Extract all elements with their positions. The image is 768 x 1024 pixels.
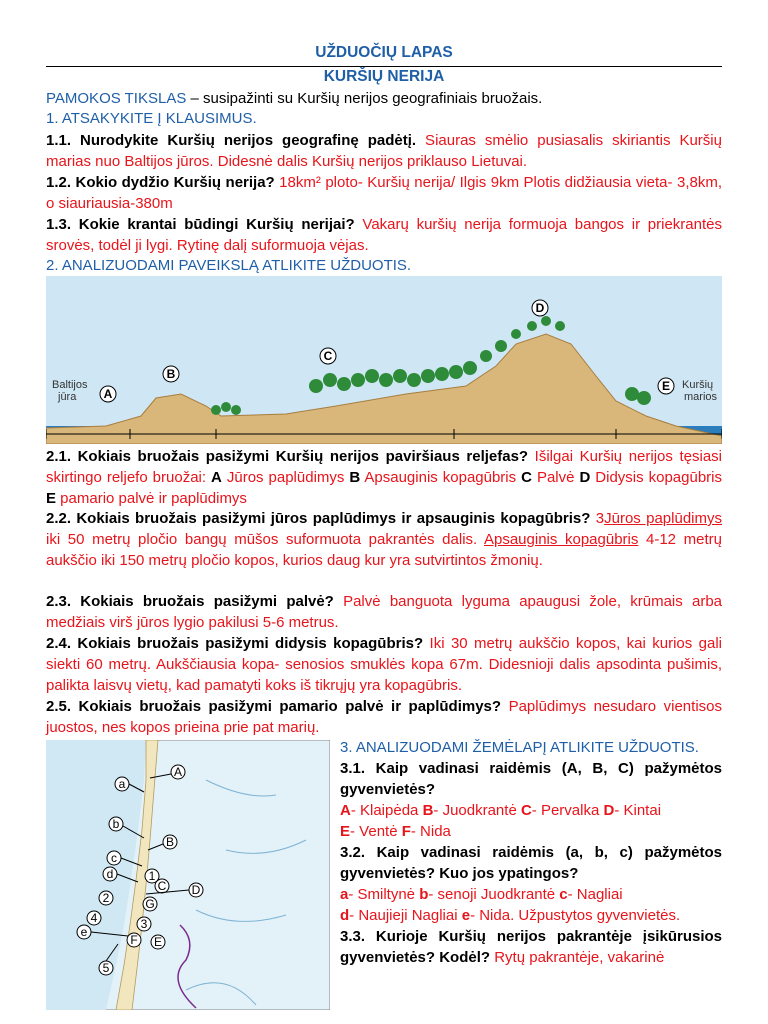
map-label: B xyxy=(165,835,175,849)
question-text: 3.3. Kurioje Kuršių nerijos pakrantėje įsikūrusios gyvenvietės? Kodėl? xyxy=(340,928,722,966)
map-label: D xyxy=(191,883,201,897)
question-text: 2.5. Kokiais bruožais pasižymi pamario palvė ir paplūdimys? xyxy=(46,698,502,715)
map-label: b xyxy=(112,817,120,831)
answer-text: - Smiltynė xyxy=(348,886,420,903)
answer-letter: B xyxy=(422,802,434,819)
figure-letter: D xyxy=(535,301,545,315)
answer-letter: E xyxy=(340,823,351,840)
question-text: 1.1. Nurodykite Kuršių nerijos geografinę padėtį. xyxy=(46,132,417,149)
right-label-1: Kuršių xyxy=(682,379,714,391)
answer-text: Išilgai Kuršių nerijos tęsiasi skirtingo reljefo bruožai: xyxy=(46,448,722,486)
answer-term: Apsauginis kopagūbris xyxy=(483,531,639,548)
left-label-1: Baltijos xyxy=(52,379,88,391)
answer-text: Palvė xyxy=(531,469,580,486)
answer-letter: d xyxy=(340,907,350,924)
answer-text: - Nida. Užpustytos gyvenvietės. xyxy=(470,907,681,924)
question-text: 2.3. Kokiais bruožais pasižymi palvė? xyxy=(46,593,334,610)
answer-letter: E xyxy=(46,490,57,507)
answer-letter: B xyxy=(349,469,361,486)
question-text: 1.2. Kokio dydžio Kuršių nerija? xyxy=(46,174,275,191)
left-label-2: jūra xyxy=(58,391,77,403)
map-label: 5 xyxy=(102,961,110,975)
question-text: 3.1. Kaip vadinasi raidėmis (A, B, C) pažymėtos gyvenvietės? xyxy=(340,760,722,798)
figure-letter: E xyxy=(661,379,671,393)
q-3-2 xyxy=(340,842,722,926)
section-1-heading: 1. ATSAKYKITE Į KLAUSIMUS. xyxy=(46,110,257,127)
worksheet-title: UŽDUOČIŲ LAPAS xyxy=(315,44,453,61)
map-label: a xyxy=(118,777,126,791)
map-label: d xyxy=(106,867,114,881)
answer-text: 4-12 metrų aukščio iki 150 metrų pločio kopos, kurios daug kur yra sutvirtintos žmonių. xyxy=(46,531,722,569)
answer-text: Siauras smėlio pusiasalis skiriantis Kuršių marias nuo Baltijos jūros. Didesnė dalis Kuršių nerijos priklauso Lietuvai. xyxy=(46,132,722,170)
answer-text: Vakarų kuršių nerija formuoja bangos ir priekrantės srovės, todėl ji lygi. Rytinę dalį suformuoja vėjas. xyxy=(46,216,722,254)
answer-text: pamario palvė ir paplūdimys xyxy=(56,490,247,507)
map-label: G xyxy=(145,897,155,911)
section-3-heading: 3. ANALIZUODAMI ŽEMĖLAPĮ ATLIKITE UŽDUOTIS. xyxy=(340,739,699,756)
answer-text: Jūros paplūdimys xyxy=(221,469,350,486)
answer-letter: e xyxy=(461,907,471,924)
right-label-2: marios xyxy=(684,391,718,403)
answer-letter: D xyxy=(603,802,615,819)
answer-text: - Ventė xyxy=(350,823,402,840)
map-label: E xyxy=(153,935,163,949)
map-label: 2 xyxy=(102,891,110,905)
map-label: C xyxy=(157,879,167,893)
answer-letter: F xyxy=(401,823,411,840)
answer-text: Rytų pakrantėje, vakarinė xyxy=(490,949,665,966)
map-label: F xyxy=(130,933,138,947)
answer-text: - Pervalka xyxy=(531,802,604,819)
answer-text: - Nida xyxy=(410,823,451,840)
q-1-3 xyxy=(46,214,722,256)
goal-label: PAMOKOS TIKSLAS xyxy=(46,90,187,107)
q-2-5 xyxy=(46,696,722,738)
q-3-3 xyxy=(340,926,722,968)
q-2-4 xyxy=(46,633,722,696)
map-label: 1 xyxy=(148,869,156,883)
question-text: 2.4. Kokiais bruožais pasižymi didysis kopagūbris? xyxy=(46,635,424,652)
answer-text: - Juodkrantė xyxy=(433,802,521,819)
map-label: 4 xyxy=(90,911,98,925)
q-2-2 xyxy=(46,508,722,571)
dune-profile-figure xyxy=(46,276,722,444)
answer-letter: A xyxy=(211,469,222,486)
q-2-3 xyxy=(46,591,722,633)
answer-text: Palvė banguota lyguma apaugusi žole, krūmais arba medžiais virš jūros lygio pakilusi 5-6 metrus. xyxy=(46,593,722,631)
q-2-1 xyxy=(46,446,722,509)
answer-letter: c xyxy=(559,886,568,903)
figure-letter: A xyxy=(103,387,113,401)
answer-text: - Naujieji Nagliai xyxy=(349,907,462,924)
answer-letter: a xyxy=(340,886,349,903)
section-2-heading: 2. ANALIZUODAMI PAVEIKSLĄ ATLIKITE UŽDUOTIS. xyxy=(46,257,412,274)
question-text: 1.3. Kokie krantai būdingi Kuršių nerijai? xyxy=(46,216,355,233)
title-divider xyxy=(46,66,722,67)
answer-letter: b xyxy=(419,886,429,903)
answer-letter: D xyxy=(579,469,591,486)
answer-text: Didysis kopagūbris xyxy=(590,469,723,486)
curonian-spit-map xyxy=(46,740,330,1010)
question-text: 2.2. Kokiais bruožais pasižymi jūros paplūdimys ir apsauginis kopagūbris? xyxy=(46,510,591,527)
map-label: c xyxy=(111,851,117,865)
answer-text: Paplūdimys nesudaro vientisos juostos, nes kopos prieina prie pat marių. xyxy=(46,698,722,736)
answer-text: - Klaipėda xyxy=(350,802,423,819)
goal-text: – susipažinti su Kuršių nerijos geografiniais bruožais. xyxy=(186,90,543,107)
answer-letter: C xyxy=(521,469,532,486)
q-1-2 xyxy=(46,172,722,214)
lesson-goal xyxy=(46,88,722,109)
answer-letter: A xyxy=(340,802,351,819)
question-text: 3.2. Kaip vadinasi raidėmis (a, b, c) pažymėtos gyvenvietės? Kuo jos ypatingos? xyxy=(340,844,722,882)
question-text: 2.1. Kokiais bruožais pasižymi Kuršių nerijos paviršiaus reljefas? xyxy=(46,448,529,465)
map-label: e xyxy=(80,925,88,939)
answer-letter: C xyxy=(520,802,532,819)
map-label: 3 xyxy=(140,917,148,931)
answer-text: - Kintai xyxy=(614,802,662,819)
worksheet-subtitle: KURŠIŲ NERIJA xyxy=(323,68,445,85)
answer-text: 3 xyxy=(590,510,605,527)
answer-text: - senoji Juodkrantė xyxy=(428,886,560,903)
answer-text: - Nagliai xyxy=(567,886,623,903)
answer-text: 18km² ploto- Kuršių nerija/ Ilgis 9km Plotis didžiausia vieta- 3,8km, o siauriausia-380m xyxy=(46,174,722,212)
figure-letter: C xyxy=(323,349,333,363)
answer-term: Jūros paplūdimys xyxy=(604,510,722,527)
q-1-1 xyxy=(46,130,722,172)
figure-letter: B xyxy=(166,367,176,381)
map-label: A xyxy=(173,765,183,779)
answer-text: Iki 30 metrų aukščio kopos, kai kurios gali siekti 60 metrų. Aukščiausia kopa- senosios smuklės kopa 67m. Didesnioji dalis apsodinta pušimis, palikta laisvų vietų, kad pamatyti koks iš tikrųjų yra kopagūbris. xyxy=(46,635,722,694)
answer-text: iki 50 metrų pločio bangų mūšos suformuota pakrantės dalis. xyxy=(46,531,484,548)
q-3-1 xyxy=(340,758,722,842)
answer-text: Apsauginis kopagūbris xyxy=(360,469,522,486)
